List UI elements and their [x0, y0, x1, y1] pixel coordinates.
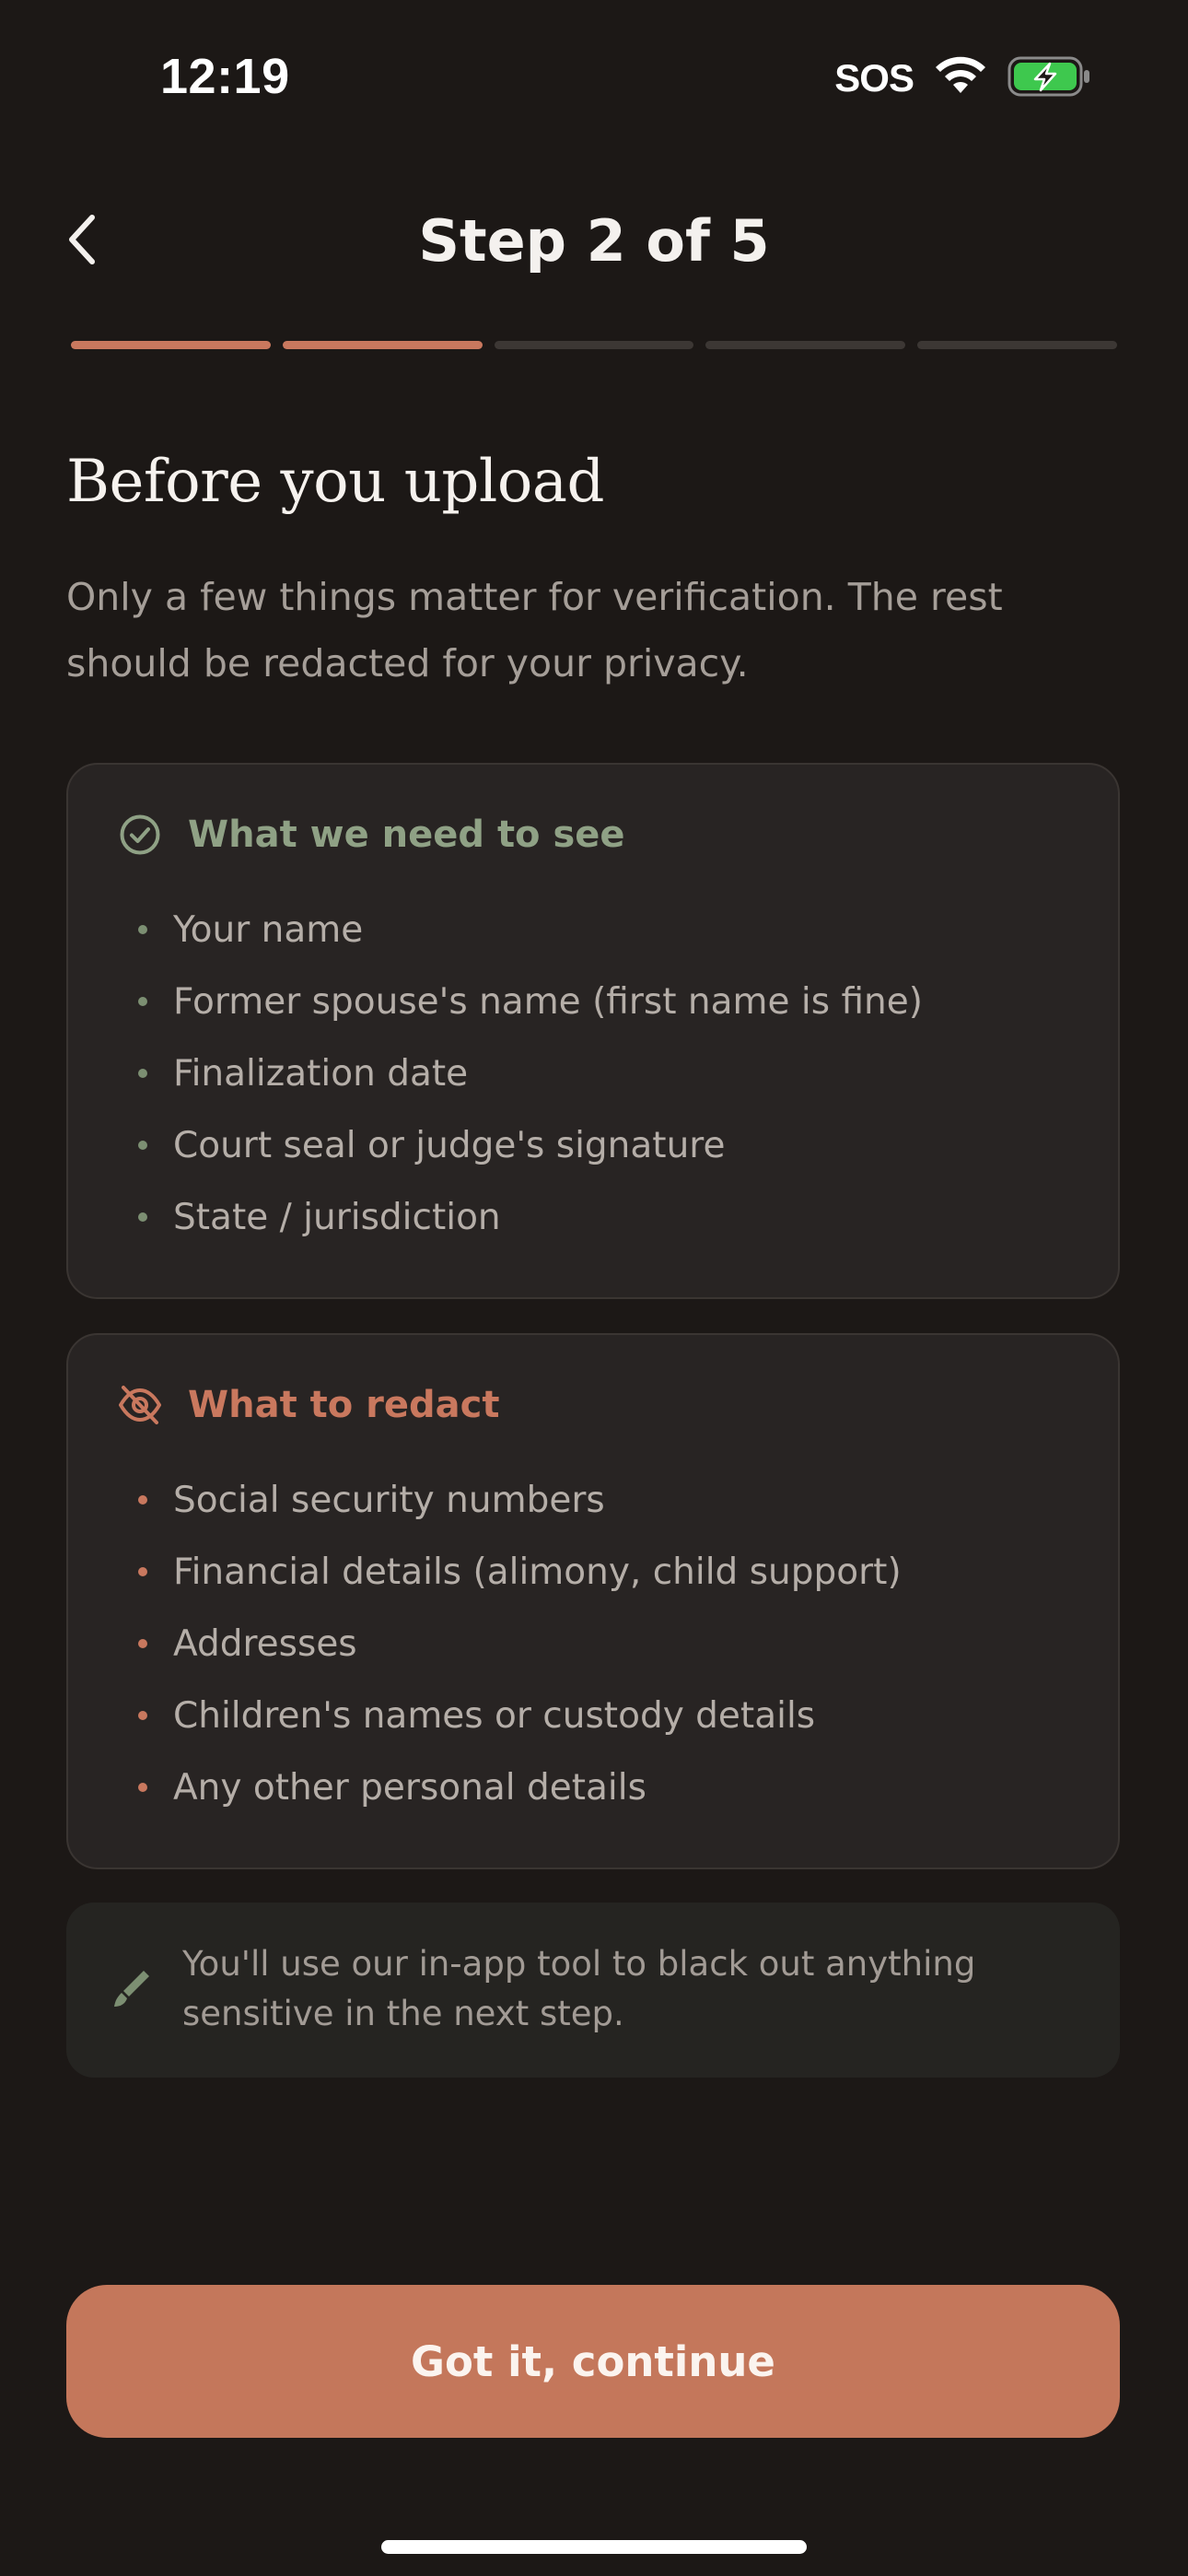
list-item: [136, 1680, 902, 1751]
list-item: [136, 966, 923, 1037]
page-subtitle: Only a few things matter for verification. The rest should be redacted for your privacy.: [66, 575, 1003, 685]
bullet: [138, 1495, 147, 1505]
list-item: [136, 1181, 923, 1253]
list-item-text: Children's names or custody details: [173, 1694, 816, 1737]
step-progress: [71, 341, 1117, 349]
brush-icon: [107, 1965, 153, 2011]
continue-button[interactable]: Got it, continue: [66, 2285, 1120, 2438]
bullet: [138, 1783, 147, 1792]
progress-segment: [917, 341, 1117, 349]
list-item-text: Court seal or judge's signature: [173, 1124, 726, 1166]
list-item-text: State / jurisdiction: [173, 1196, 501, 1238]
card-header: [118, 813, 625, 857]
progress-segment: [495, 341, 694, 349]
bullet: [138, 997, 147, 1006]
card-header: [118, 1383, 499, 1427]
list-item: [136, 1037, 923, 1109]
list-item-text: Finalization date: [173, 1052, 469, 1095]
list-item-text: Addresses: [173, 1622, 357, 1665]
list-item: [136, 1751, 902, 1823]
status-bar: [0, 0, 1188, 157]
battery-charging-icon: [1007, 55, 1092, 101]
bullet: [138, 1567, 147, 1576]
list-item-text: Your name: [173, 908, 364, 951]
bullet: [138, 1639, 147, 1648]
bullet: [138, 925, 147, 934]
card-title: What to redact: [188, 1384, 500, 1426]
redact-list: [136, 1464, 902, 1823]
bullet: [138, 1212, 147, 1222]
wifi-icon: [934, 56, 987, 100]
list-item: [136, 1464, 902, 1536]
list-item: [136, 1536, 902, 1608]
bullet: [138, 1711, 147, 1720]
need-to-see-card: [66, 763, 1120, 1299]
progress-segment: [283, 341, 483, 349]
list-item: [136, 1109, 923, 1181]
sos-indicator: SOS: [834, 56, 914, 100]
need-list: [136, 894, 923, 1253]
card-title: What we need to see: [188, 814, 625, 856]
bullet: [138, 1069, 147, 1078]
bullet: [138, 1141, 147, 1150]
home-indicator: [381, 2540, 807, 2554]
step-title: Step 2 of 5: [418, 207, 770, 275]
note-text: You'll use our in-app tool to black out anything sensitive in the next step.: [182, 1944, 976, 2033]
progress-segment: [705, 341, 905, 349]
redaction-tool-note: [66, 1903, 1120, 2078]
list-item: [136, 894, 923, 966]
list-item: [136, 1608, 902, 1680]
status-time: 12:19: [160, 49, 290, 104]
status-icons: [834, 55, 1092, 101]
list-item-text: Social security numbers: [173, 1479, 605, 1521]
list-item-text: Financial details (alimony, child support): [173, 1551, 902, 1593]
progress-segment: [71, 341, 271, 349]
check-circle-icon: [118, 813, 162, 857]
eye-off-icon: [118, 1383, 162, 1427]
what-to-redact-card: [66, 1333, 1120, 1869]
list-item-text: Any other personal details: [173, 1766, 646, 1809]
page-title: Before you upload: [66, 448, 604, 516]
list-item-text: Former spouse's name (first name is fine): [173, 980, 923, 1023]
